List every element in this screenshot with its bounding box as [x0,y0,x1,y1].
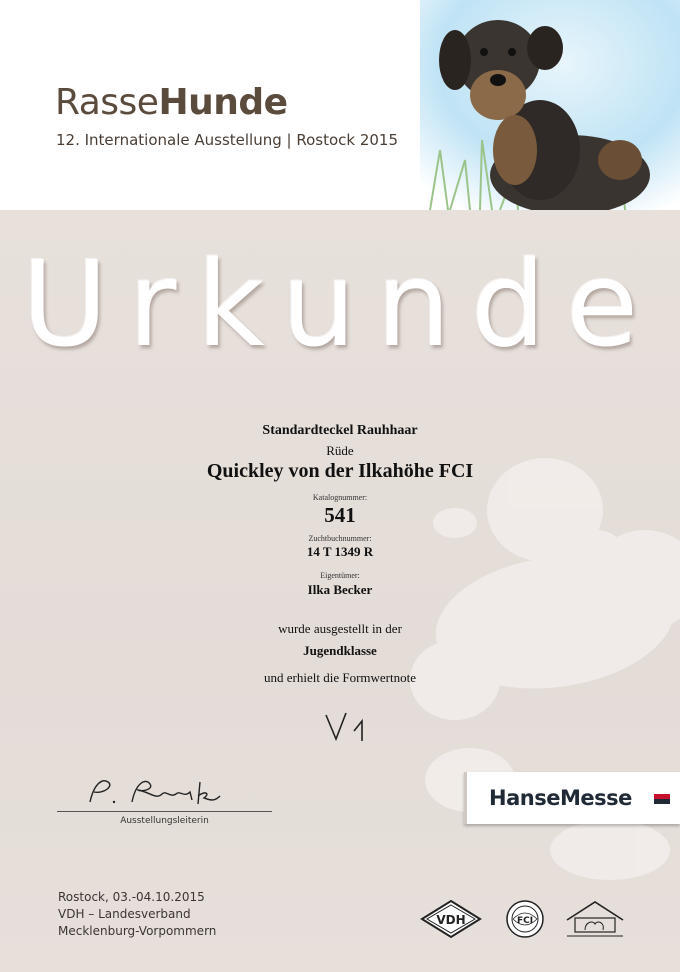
signature-line [57,811,272,812]
sponsor-name: HanseMesse [489,786,632,810]
owner-label: Eigentümer: [320,571,360,580]
landesverband-logo-icon [563,898,627,940]
studbook-number: 14 T 1349 R [306,544,374,559]
show-class: Jugendklasse [303,643,377,658]
catalog-label: Katalognummer: [312,493,368,502]
vdh-logo-text: VDH [436,913,466,927]
vdh-logo-icon [420,899,482,939]
brand-bold: Hunde [158,82,288,123]
fci-logo-text: FCI [516,916,534,926]
dog-sex: Rüde [326,443,354,458]
event-subtitle: 12. Internationale Ausstellung | Rostock 2015 [56,131,398,149]
certificate-headline: Urkunde [21,235,659,373]
sponsor-flag-icon [654,794,670,804]
footer-association: VDH – Landesverband [58,907,191,921]
brand-logo [55,82,288,123]
handwritten-grade [318,705,378,745]
dog-name: Quickley von der Ilkahöhe FCI [206,460,474,482]
catalog-number: 541 [324,503,356,527]
dog-breed: Standardteckel Rauhhaar [262,423,418,438]
owner-name: Ilka Becker [307,582,373,597]
issued-text: wurde ausgestellt in der [278,621,402,636]
sponsor-logo [464,772,680,824]
grade-text: und erhielt die Formwertnote [264,670,416,685]
studbook-label: Zuchtbuchnummer: [308,534,372,543]
footer-place-date: Rostock, 03.-04.10.2015 [58,890,205,904]
handwritten-signature [80,772,260,812]
footer-region: Mecklenburg-Vorpommern [58,924,217,938]
dachshund-photo [420,0,680,210]
signature-label: Ausstellungsleiterin [120,816,209,826]
fci-logo-icon [505,899,545,939]
brand-light: Rasse [55,82,159,123]
header-banner [0,0,680,210]
